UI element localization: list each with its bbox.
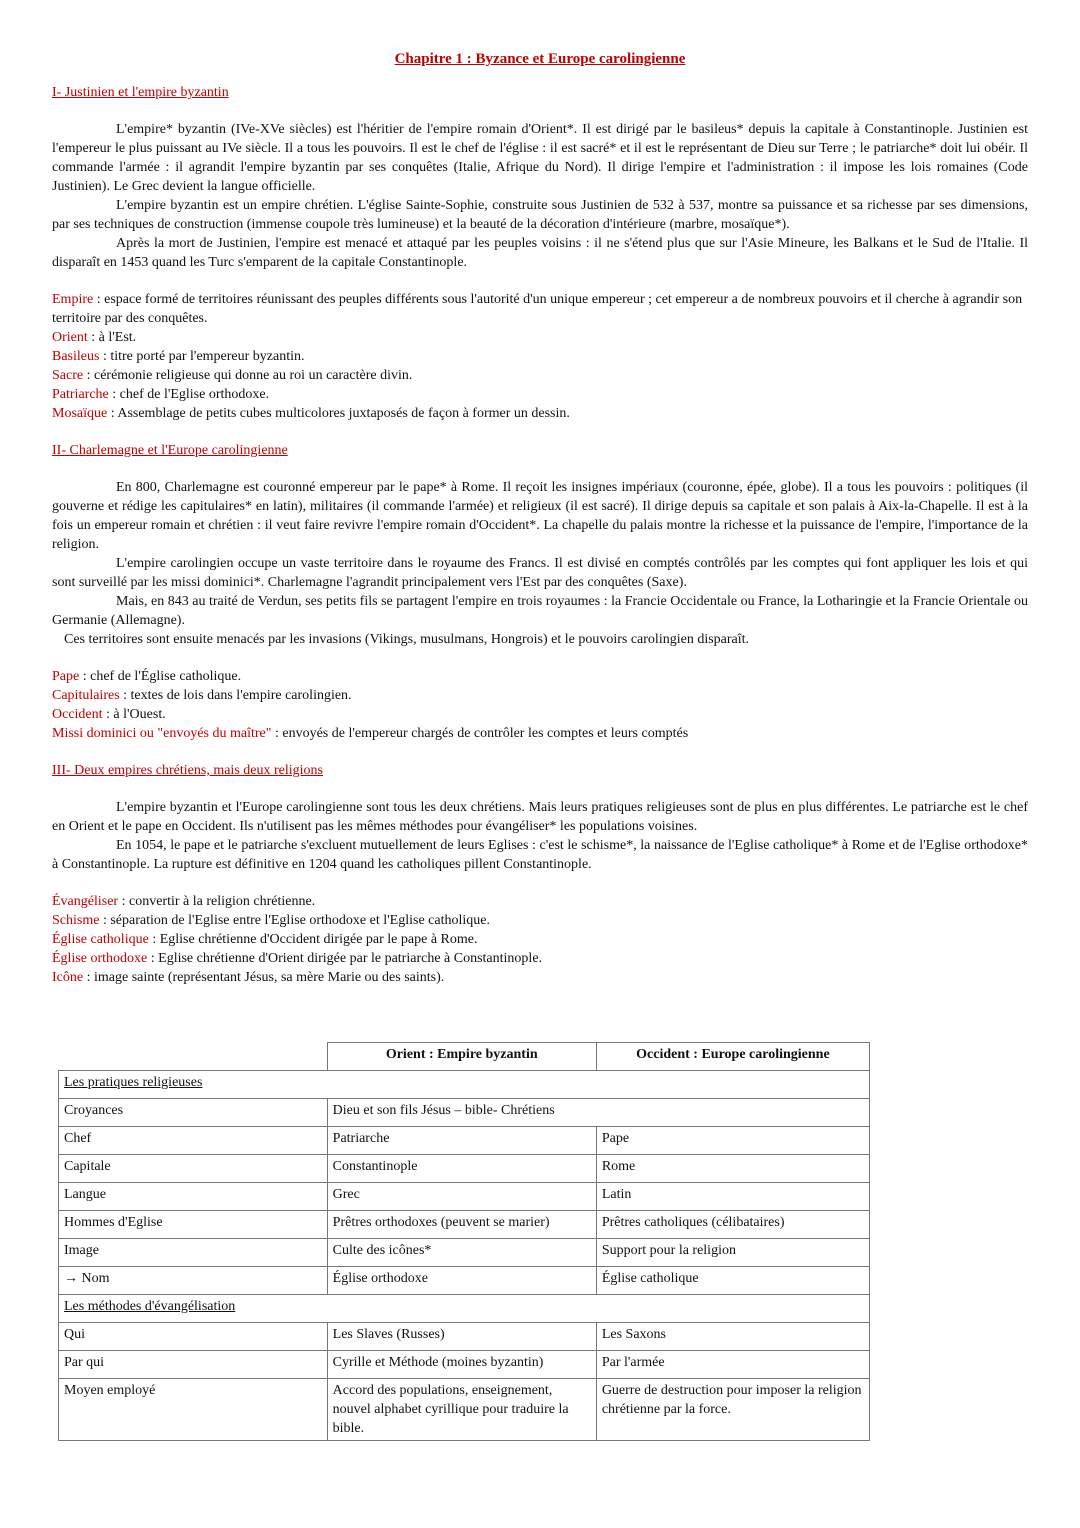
table-row: → Nom Église orthodoxe Église catholique [59,1267,870,1295]
definition: Schisme : séparation de l'Eglise entre l'Eglise orthodoxe et l'Eglise catholique. [52,913,490,928]
table-row: Chef Patriarche Pape [59,1127,870,1155]
document-page [52,50,1028,987]
definition: Empire : espace formé de territoires réunissant des peuples différents sous l'autorité d'un unique empereur ; cet empereur a de nombreux pouvoirs et il cherche à agrandir son territoire par des conquêtes. [52,292,1023,326]
table-header-row [59,1043,870,1071]
s2-definitions [52,667,1028,743]
definition: Patriarche : chef de l'Eglise orthodoxe. [52,387,270,402]
definition: Église orthodoxe : Eglise chrétienne d'Orient dirigée par le patriarche à Constantinople. [52,951,543,966]
definition: Missi dominici ou "envoyés du maître" : envoyés de l'empereur chargés de contrôler les comptes et leurs comptés [52,726,689,741]
table-row: Croyances Dieu et son fils Jésus – bible- Chrétiens [59,1099,870,1127]
s3-definitions [52,892,1028,987]
table-row: Hommes d'Eglise Prêtres orthodoxes (peuvent se marier) Prêtres catholiques (célibataires) [59,1211,870,1239]
table-row: Capitale Constantinople Rome [59,1155,870,1183]
page-title: Chapitre 1 : Byzance et Europe carolingienne [394,51,686,67]
s1-paragraph-3: Après la mort de Justinien, l'empire est menacé et attaqué par les peuples voisins : il ne s'étend plus que sur l'Asie Mineure, les Balkans et le Sud de l'Italie. Il disparaît en 1453 quand les Turc s'emparent de la capitale Constantinople. [52,236,1028,270]
s3-paragraph-2: En 1054, le pape et le patriarche s'excluent mutuellement de leurs Eglises : c'est le schisme*, la naissance de l'Eglise catholique* à Rome et de l'Eglise orthodoxe* à Constantinople. La rupture est définitive en 1204 quand les catholiques pillent Constantinople. [52,838,1028,872]
definition: Icône : image sainte (représentant Jésus, sa mère Marie ou des saints). [52,970,445,985]
s2-paragraph-3: Mais, en 843 au traité de Verdun, ses petits fils se partagent l'empire en trois royaumes : la Francie Occidentale ou France, la Lotharingie et la Francie Orientale ou Germanie (Allemagne). [52,594,1028,628]
table-section-row: Les méthodes d'évangélisation [59,1295,870,1323]
table-row: Moyen employé Accord des populations, enseignement, nouvel alphabet cyrillique pour traduire la bible. Guerre de destruction pour imposer la religion chrétienne par la force. [59,1379,870,1441]
definition: Sacre : cérémonie religieuse qui donne au roi un caractère divin. [52,368,413,383]
table-row: Image Culte des icônes* Support pour la religion [59,1239,870,1267]
s1-definitions [52,290,1028,423]
s2-paragraph-2: L'empire carolingien occupe un vaste territoire dans le royaume des Francs. Il est divisé en comptés contrôlés par les comptes qui font appliquer les lois et qui sont surveillé par les missi dominici*. Charlemagne l'agrandit principalement vers l'Est par des conquêtes (Saxe). [52,556,1028,590]
definition: Capitulaires : textes de lois dans l'empire carolingien. [52,688,352,703]
section-2-heading: II- Charlemagne et l'Europe carolingienne [52,443,288,458]
section-3-heading: III- Deux empires chrétiens, mais deux religions [52,763,323,778]
definition: Église catholique : Eglise chrétienne d'Occident dirigée par le pape à Rome. [52,932,478,947]
header-orient: Orient : Empire byzantin [327,1043,596,1071]
s3-paragraph-1: L'empire byzantin et l'Europe carolingienne sont tous les deux chrétiens. Mais leurs pratiques religieuses sont de plus en plus différentes. Le patriarche est le chef en Orient et le pape en Occident. Ils n'utilisent pas les mêmes méthodes pour évangéliser* les populations voisines. [52,800,1028,834]
definition: Orient : à l'Est. [52,330,137,345]
table-row: Qui Les Slaves (Russes) Les Saxons [59,1323,870,1351]
table-section-row: Les pratiques religieuses [59,1071,870,1099]
definition: Pape : chef de l'Église catholique. [52,669,242,684]
definition: Occident : à l'Ouest. [52,707,166,722]
s1-paragraph-2: L'empire byzantin est un empire chrétien. L'église Sainte-Sophie, construite sous Justinien de 532 à 537, montre sa puissance et sa richesse par ses dimensions, par ses techniques de construction (immense coupole très lumineuse) et la beauté de la décoration d'intérieure (marbre, mosaïque*). [52,198,1028,232]
definition: Évangéliser : convertir à la religion chrétienne. [52,894,316,909]
s2-paragraph-1: En 800, Charlemagne est couronné empereur par le pape* à Rome. Il reçoit les insignes impériaux (couronne, épée, globe). Il a tous les pouvoirs : politiques (il gouverne et rédige les capitulaires* en latin), militaires (il commande l'armée) et religieux (il est sacré). Il dirige depuis sa capitale et son palais à Aix-la-Chapelle. Il est à la fois un empereur romain et chrétien : il veut faire revivre l'empire romain d'Occident*. La chapelle du palais montre la richesse et la puissance de l'empire, l'importance de la religion. [52,480,1028,552]
definition: Basileus : titre porté par l'empereur byzantin. [52,349,305,364]
table-row: Par qui Cyrille et Méthode (moines byzantin) Par l'armée [59,1351,870,1379]
table-row: Langue Grec Latin [59,1183,870,1211]
definition: Mosaïque : Assemblage de petits cubes multicolores juxtaposés de façon à former un dessin. [52,406,570,421]
header-occident: Occident : Europe carolingienne [596,1043,869,1071]
s1-paragraph-1: L'empire* byzantin (IVe-XVe siècles) est l'héritier de l'empire romain d'Orient*. Il est dirigé par le basileus* depuis la capitale à Constantinople. Justinien est l'empereur le plus puissant au IVe siècle. Il a tous les pouvoirs. Il est le chef de l'église : il est sacré* et il est le représentant de Dieu sur Terre ; le patriarche* doit lui obéir. Il commande l'armée : il agrandit l'empire byzantin par ses conquêtes (Italie, Afrique du Nord). Il dirige l'empire et l'administration : il impose les lois romaines (Code Justinien). Le Grec devient la langue officielle. [52,122,1028,194]
section-1-heading: I- Justinien et l'empire byzantin [52,85,229,100]
s2-paragraph-4: Ces territoires sont ensuite menacés par les invasions (Vikings, musulmans, Hongrois) et le pouvoirs carolingien disparaît. [64,632,750,647]
comparison-table [58,1042,870,1441]
